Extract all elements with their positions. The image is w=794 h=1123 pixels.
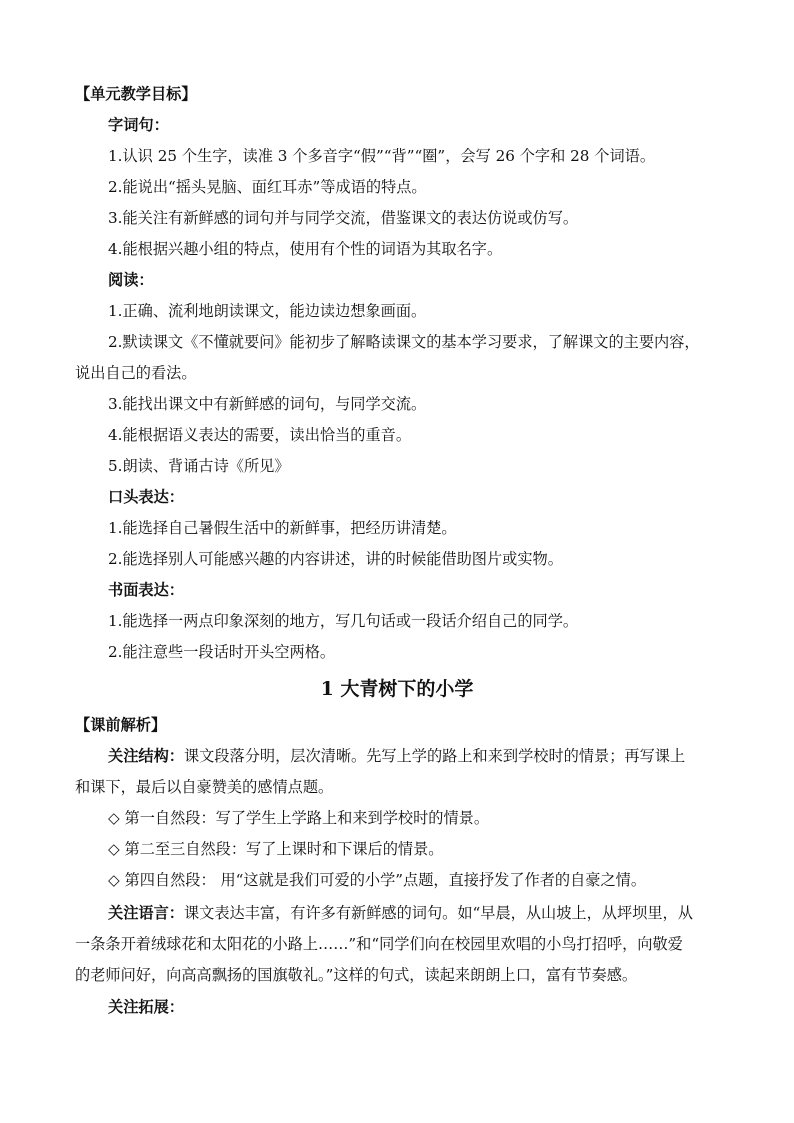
goal-item: 2.能注意些一段话时开头空两格。 bbox=[108, 643, 336, 661]
structure-paragraph-continuation: 和课下，最后以自豪赞美的感情点题。 bbox=[75, 778, 334, 796]
goal-item: 3.能找出课文中有新鲜感的词句，与同学交流。 bbox=[108, 395, 427, 413]
structure-paragraph-line bbox=[108, 746, 685, 766]
goal-item: 1.能选择一两点印象深刻的地方，写几句话或一段话介绍自己的同学。 bbox=[108, 612, 579, 630]
goal-item: 1.正确、流利地朗读课文，能边读边想象画面。 bbox=[108, 302, 427, 320]
structure-text: 课文段落分明，层次清晰。先写上学的路上和来到学校时的情景；再写课上 bbox=[183, 747, 686, 765]
section-title-vocabulary: 字词句： bbox=[108, 116, 169, 134]
goal-item: 4.能根据语义表达的需要，读出恰当的重音。 bbox=[108, 426, 412, 444]
language-paragraph-continuation: 的老师问好，向高高飘扬的国旗敬礼。”这样的句式，读起来朗朗上口，富有节奏感。 bbox=[75, 966, 638, 984]
goal-item-continuation: 说出自己的看法。 bbox=[75, 364, 197, 382]
language-paragraph-line bbox=[108, 903, 693, 923]
section-title-reading: 阅读： bbox=[108, 271, 154, 289]
lesson-title: 1 大青树下的小学 bbox=[320, 678, 474, 700]
structure-bullet: ◇ 第一自然段：写了学生上学路上和来到学校时的情景。 bbox=[108, 809, 490, 827]
unit-goals-heading: 【单元教学目标】 bbox=[75, 85, 197, 103]
goal-item: 1.认识 25 个生字，读准 3 个多音字“假”“背”“圈”，会写 26 个字和 28 个词语。 bbox=[108, 147, 656, 165]
analysis-heading: 【课前解析】 bbox=[75, 716, 167, 734]
goal-item: 2.默读课文《不懂就要问》能初步了解略读课文的基本学习要求，了解课文的主要内容， bbox=[108, 333, 700, 351]
language-paragraph-continuation: 一条条开着绒球花和太阳花的小路上……”和“同学们向在校园里欢唱的小鸟打招呼，向敬爱 bbox=[75, 935, 683, 953]
structure-label: 关注结构： bbox=[108, 747, 184, 765]
section-title-writing: 书面表达： bbox=[108, 581, 184, 599]
language-label: 关注语言： bbox=[108, 904, 184, 922]
goal-item: 4.能根据兴趣小组的特点，使用有个性的词语为其取名字。 bbox=[108, 240, 503, 258]
goal-item: 2.能选择别人可能感兴趣的内容讲述，讲的时候能借助图片或实物。 bbox=[108, 550, 563, 568]
goal-item: 5.朗读、背诵古诗《所见》 bbox=[108, 457, 290, 475]
goal-item: 3.能关注有新鲜感的词句并与同学交流，借鉴课文的表达仿说或仿写。 bbox=[108, 209, 579, 227]
structure-bullet: ◇ 第四自然段： 用“这就是我们可爱的小学”点题，直接抒发了作者的自豪之情。 bbox=[108, 871, 647, 889]
section-title-oral: 口头表达： bbox=[108, 488, 184, 506]
language-text: 课文表达丰富，有许多有新鲜感的词句。如“早晨，从山坡上，从坪坝里，从 bbox=[183, 904, 693, 922]
goal-item: 2.能说出“摇头晃脑、面红耳赤”等成语的特点。 bbox=[108, 178, 427, 196]
goal-item: 1.能选择自己暑假生活中的新鲜事，把经历讲清楚。 bbox=[108, 519, 457, 537]
structure-bullet: ◇ 第二至三自然段：写了上课时和下课后的情景。 bbox=[108, 840, 444, 858]
extension-label: 关注拓展： bbox=[108, 998, 184, 1016]
